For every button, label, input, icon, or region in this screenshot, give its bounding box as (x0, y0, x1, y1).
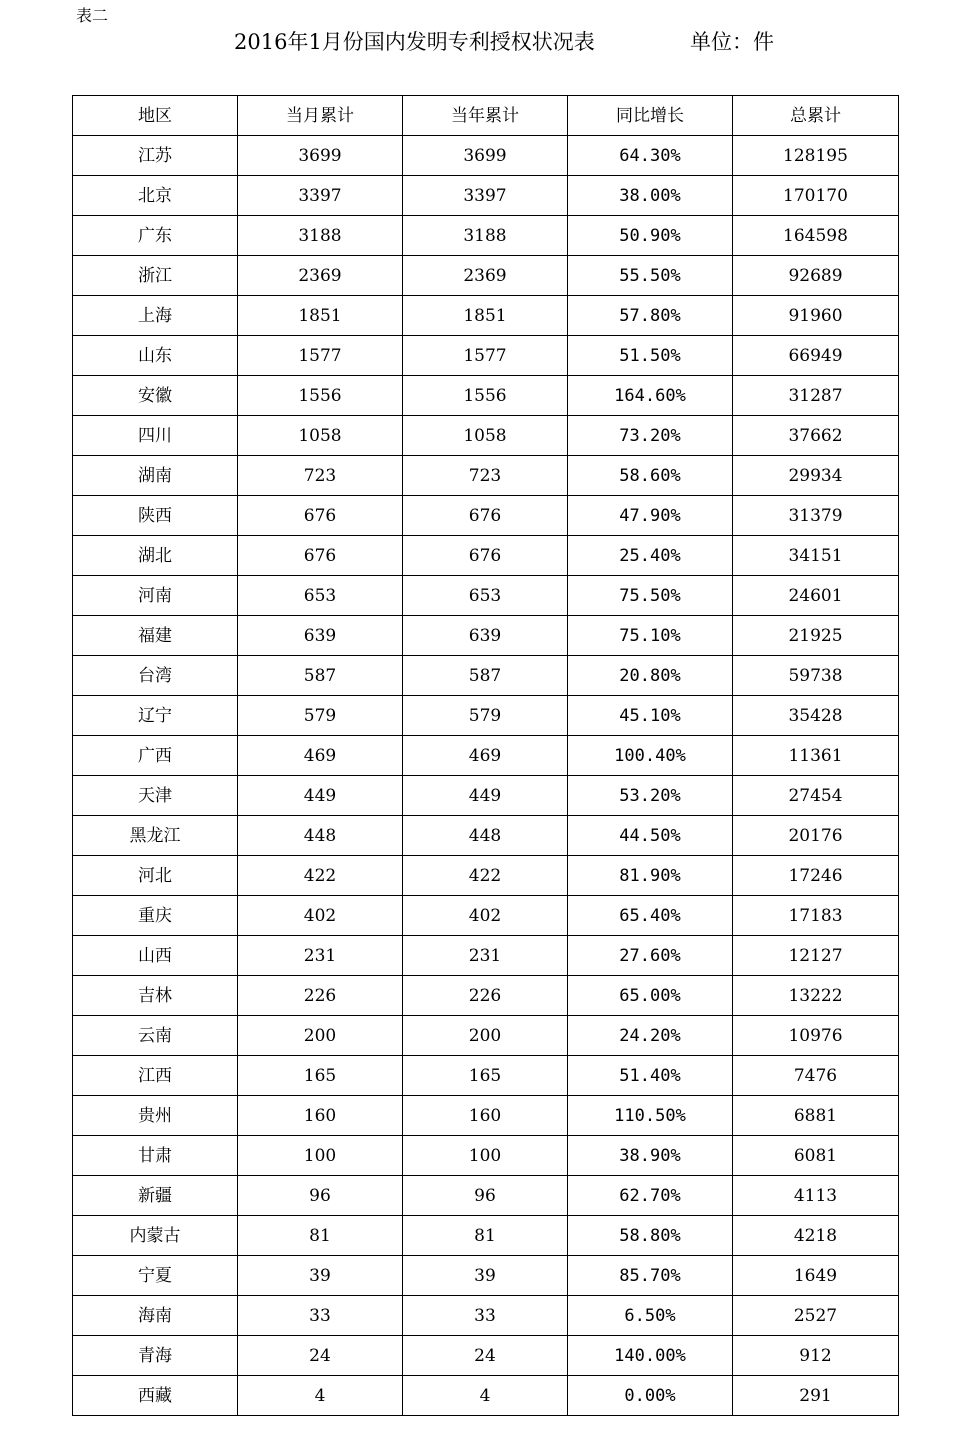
cell-yoy-growth: 85.70% (568, 1256, 733, 1296)
cell-grand-total: 12127 (733, 936, 899, 976)
cell-region: 贵州 (73, 1096, 238, 1136)
cell-region: 浙江 (73, 256, 238, 296)
cell-yoy-growth: 45.10% (568, 696, 733, 736)
cell-region: 黑龙江 (73, 816, 238, 856)
cell-year-total: 579 (403, 696, 568, 736)
cell-month-total: 422 (238, 856, 403, 896)
cell-yoy-growth: 75.50% (568, 576, 733, 616)
table-row (73, 736, 899, 776)
cell-year-total: 676 (403, 536, 568, 576)
cell-grand-total: 164598 (733, 216, 899, 256)
cell-yoy-growth: 58.60% (568, 456, 733, 496)
cell-month-total: 723 (238, 456, 403, 496)
cell-region: 北京 (73, 176, 238, 216)
cell-year-total: 3699 (403, 136, 568, 176)
cell-region: 湖南 (73, 456, 238, 496)
cell-year-total: 24 (403, 1336, 568, 1376)
cell-grand-total: 17183 (733, 896, 899, 936)
cell-month-total: 639 (238, 616, 403, 656)
cell-yoy-growth: 51.50% (568, 336, 733, 376)
cell-yoy-growth: 100.40% (568, 736, 733, 776)
header-month-total: 当月累计 (238, 96, 403, 136)
table-row (73, 1216, 899, 1256)
cell-year-total: 4 (403, 1376, 568, 1416)
cell-region: 广东 (73, 216, 238, 256)
table-row (73, 696, 899, 736)
cell-grand-total: 912 (733, 1336, 899, 1376)
table-row (73, 256, 899, 296)
table-row (73, 776, 899, 816)
table-row (73, 416, 899, 456)
cell-region: 上海 (73, 296, 238, 336)
table-row (73, 1016, 899, 1056)
page-title: 2016年1月份国内发明专利授权状况表 (234, 30, 595, 54)
cell-yoy-growth: 57.80% (568, 296, 733, 336)
cell-grand-total: 11361 (733, 736, 899, 776)
cell-region: 陕西 (73, 496, 238, 536)
cell-grand-total: 31287 (733, 376, 899, 416)
cell-month-total: 3397 (238, 176, 403, 216)
table-row (73, 456, 899, 496)
cell-year-total: 96 (403, 1176, 568, 1216)
table-row (73, 1096, 899, 1136)
table-row (73, 496, 899, 536)
table-row (73, 1136, 899, 1176)
cell-grand-total: 31379 (733, 496, 899, 536)
cell-month-total: 2369 (238, 256, 403, 296)
cell-grand-total: 170170 (733, 176, 899, 216)
cell-yoy-growth: 50.90% (568, 216, 733, 256)
header-row (73, 96, 899, 136)
unit-label: 单位：件 (690, 30, 774, 54)
table-row (73, 1336, 899, 1376)
cell-yoy-growth: 75.10% (568, 616, 733, 656)
cell-yoy-growth: 58.80% (568, 1216, 733, 1256)
cell-grand-total: 66949 (733, 336, 899, 376)
cell-grand-total: 27454 (733, 776, 899, 816)
table-body (73, 136, 899, 1416)
cell-yoy-growth: 6.50% (568, 1296, 733, 1336)
cell-region: 宁夏 (73, 1256, 238, 1296)
cell-region: 甘肃 (73, 1136, 238, 1176)
header-grand-total: 总累计 (733, 96, 899, 136)
cell-year-total: 422 (403, 856, 568, 896)
cell-region: 重庆 (73, 896, 238, 936)
cell-month-total: 100 (238, 1136, 403, 1176)
cell-grand-total: 92689 (733, 256, 899, 296)
table-row (73, 856, 899, 896)
cell-month-total: 676 (238, 536, 403, 576)
cell-region: 广西 (73, 736, 238, 776)
table-row (73, 1056, 899, 1096)
cell-region: 安徽 (73, 376, 238, 416)
cell-year-total: 587 (403, 656, 568, 696)
cell-year-total: 3397 (403, 176, 568, 216)
cell-year-total: 723 (403, 456, 568, 496)
cell-region: 四川 (73, 416, 238, 456)
cell-yoy-growth: 55.50% (568, 256, 733, 296)
table-row (73, 1256, 899, 1296)
cell-month-total: 1058 (238, 416, 403, 456)
cell-month-total: 579 (238, 696, 403, 736)
cell-month-total: 1577 (238, 336, 403, 376)
cell-month-total: 676 (238, 496, 403, 536)
cell-region: 河北 (73, 856, 238, 896)
cell-month-total: 200 (238, 1016, 403, 1056)
cell-year-total: 3188 (403, 216, 568, 256)
table-row (73, 1376, 899, 1416)
cell-month-total: 469 (238, 736, 403, 776)
cell-month-total: 402 (238, 896, 403, 936)
cell-grand-total: 91960 (733, 296, 899, 336)
cell-year-total: 165 (403, 1056, 568, 1096)
cell-year-total: 100 (403, 1136, 568, 1176)
header-region: 地区 (73, 96, 238, 136)
table-row (73, 616, 899, 656)
cell-year-total: 402 (403, 896, 568, 936)
cell-grand-total: 17246 (733, 856, 899, 896)
cell-yoy-growth: 110.50% (568, 1096, 733, 1136)
cell-grand-total: 291 (733, 1376, 899, 1416)
cell-region: 湖北 (73, 536, 238, 576)
cell-year-total: 639 (403, 616, 568, 656)
cell-region: 福建 (73, 616, 238, 656)
cell-year-total: 226 (403, 976, 568, 1016)
cell-month-total: 3188 (238, 216, 403, 256)
table-row (73, 896, 899, 936)
cell-grand-total: 34151 (733, 536, 899, 576)
cell-grand-total: 4113 (733, 1176, 899, 1216)
table-row (73, 576, 899, 616)
table-row (73, 656, 899, 696)
cell-month-total: 81 (238, 1216, 403, 1256)
cell-yoy-growth: 38.00% (568, 176, 733, 216)
cell-yoy-growth: 27.60% (568, 936, 733, 976)
cell-grand-total: 21925 (733, 616, 899, 656)
cell-month-total: 3699 (238, 136, 403, 176)
cell-yoy-growth: 53.20% (568, 776, 733, 816)
cell-grand-total: 1649 (733, 1256, 899, 1296)
cell-year-total: 676 (403, 496, 568, 536)
cell-region: 山西 (73, 936, 238, 976)
cell-month-total: 449 (238, 776, 403, 816)
cell-month-total: 33 (238, 1296, 403, 1336)
cell-region: 青海 (73, 1336, 238, 1376)
cell-yoy-growth: 0.00% (568, 1376, 733, 1416)
cell-year-total: 1556 (403, 376, 568, 416)
cell-year-total: 1851 (403, 296, 568, 336)
cell-grand-total: 10976 (733, 1016, 899, 1056)
cell-month-total: 653 (238, 576, 403, 616)
table-row (73, 816, 899, 856)
cell-month-total: 587 (238, 656, 403, 696)
cell-yoy-growth: 65.00% (568, 976, 733, 1016)
cell-month-total: 39 (238, 1256, 403, 1296)
cell-year-total: 2369 (403, 256, 568, 296)
cell-grand-total: 35428 (733, 696, 899, 736)
cell-yoy-growth: 73.20% (568, 416, 733, 456)
table-row (73, 176, 899, 216)
cell-year-total: 1058 (403, 416, 568, 456)
table-row (73, 976, 899, 1016)
cell-region: 天津 (73, 776, 238, 816)
cell-year-total: 469 (403, 736, 568, 776)
cell-month-total: 160 (238, 1096, 403, 1136)
cell-grand-total: 59738 (733, 656, 899, 696)
cell-yoy-growth: 81.90% (568, 856, 733, 896)
table-row (73, 1296, 899, 1336)
cell-yoy-growth: 65.40% (568, 896, 733, 936)
cell-yoy-growth: 62.70% (568, 1176, 733, 1216)
cell-yoy-growth: 47.90% (568, 496, 733, 536)
cell-grand-total: 4218 (733, 1216, 899, 1256)
cell-year-total: 448 (403, 816, 568, 856)
cell-region: 河南 (73, 576, 238, 616)
cell-month-total: 1556 (238, 376, 403, 416)
cell-region: 吉林 (73, 976, 238, 1016)
cell-yoy-growth: 38.90% (568, 1136, 733, 1176)
table-row (73, 536, 899, 576)
cell-month-total: 96 (238, 1176, 403, 1216)
cell-month-total: 231 (238, 936, 403, 976)
cell-yoy-growth: 164.60% (568, 376, 733, 416)
cell-region: 新疆 (73, 1176, 238, 1216)
cell-yoy-growth: 24.20% (568, 1016, 733, 1056)
cell-grand-total: 29934 (733, 456, 899, 496)
cell-region: 海南 (73, 1296, 238, 1336)
cell-month-total: 226 (238, 976, 403, 1016)
patent-grant-table (72, 95, 899, 1416)
cell-month-total: 1851 (238, 296, 403, 336)
header-yoy-growth: 同比增长 (568, 96, 733, 136)
cell-region: 台湾 (73, 656, 238, 696)
cell-yoy-growth: 140.00% (568, 1336, 733, 1376)
cell-grand-total: 6081 (733, 1136, 899, 1176)
cell-year-total: 160 (403, 1096, 568, 1136)
cell-yoy-growth: 25.40% (568, 536, 733, 576)
cell-region: 江苏 (73, 136, 238, 176)
cell-region: 西藏 (73, 1376, 238, 1416)
cell-year-total: 33 (403, 1296, 568, 1336)
table-row (73, 1176, 899, 1216)
cell-month-total: 448 (238, 816, 403, 856)
cell-yoy-growth: 20.80% (568, 656, 733, 696)
cell-yoy-growth: 64.30% (568, 136, 733, 176)
cell-grand-total: 37662 (733, 416, 899, 456)
cell-grand-total: 6881 (733, 1096, 899, 1136)
cell-region: 江西 (73, 1056, 238, 1096)
cell-grand-total: 2527 (733, 1296, 899, 1336)
cell-region: 云南 (73, 1016, 238, 1056)
header-year-total: 当年累计 (403, 96, 568, 136)
cell-yoy-growth: 44.50% (568, 816, 733, 856)
table-row (73, 136, 899, 176)
cell-year-total: 231 (403, 936, 568, 976)
cell-yoy-growth: 51.40% (568, 1056, 733, 1096)
cell-region: 辽宁 (73, 696, 238, 736)
cell-month-total: 24 (238, 1336, 403, 1376)
table-row (73, 936, 899, 976)
cell-year-total: 449 (403, 776, 568, 816)
cell-month-total: 4 (238, 1376, 403, 1416)
table-row (73, 296, 899, 336)
cell-year-total: 81 (403, 1216, 568, 1256)
cell-year-total: 1577 (403, 336, 568, 376)
cell-grand-total: 20176 (733, 816, 899, 856)
cell-grand-total: 24601 (733, 576, 899, 616)
cell-grand-total: 13222 (733, 976, 899, 1016)
cell-year-total: 39 (403, 1256, 568, 1296)
cell-year-total: 200 (403, 1016, 568, 1056)
table-label: 表二 (76, 6, 109, 25)
table-row (73, 376, 899, 416)
cell-month-total: 165 (238, 1056, 403, 1096)
cell-region: 内蒙古 (73, 1216, 238, 1256)
cell-grand-total: 128195 (733, 136, 899, 176)
cell-year-total: 653 (403, 576, 568, 616)
cell-grand-total: 7476 (733, 1056, 899, 1096)
table-row (73, 216, 899, 256)
table-row (73, 336, 899, 376)
cell-region: 山东 (73, 336, 238, 376)
